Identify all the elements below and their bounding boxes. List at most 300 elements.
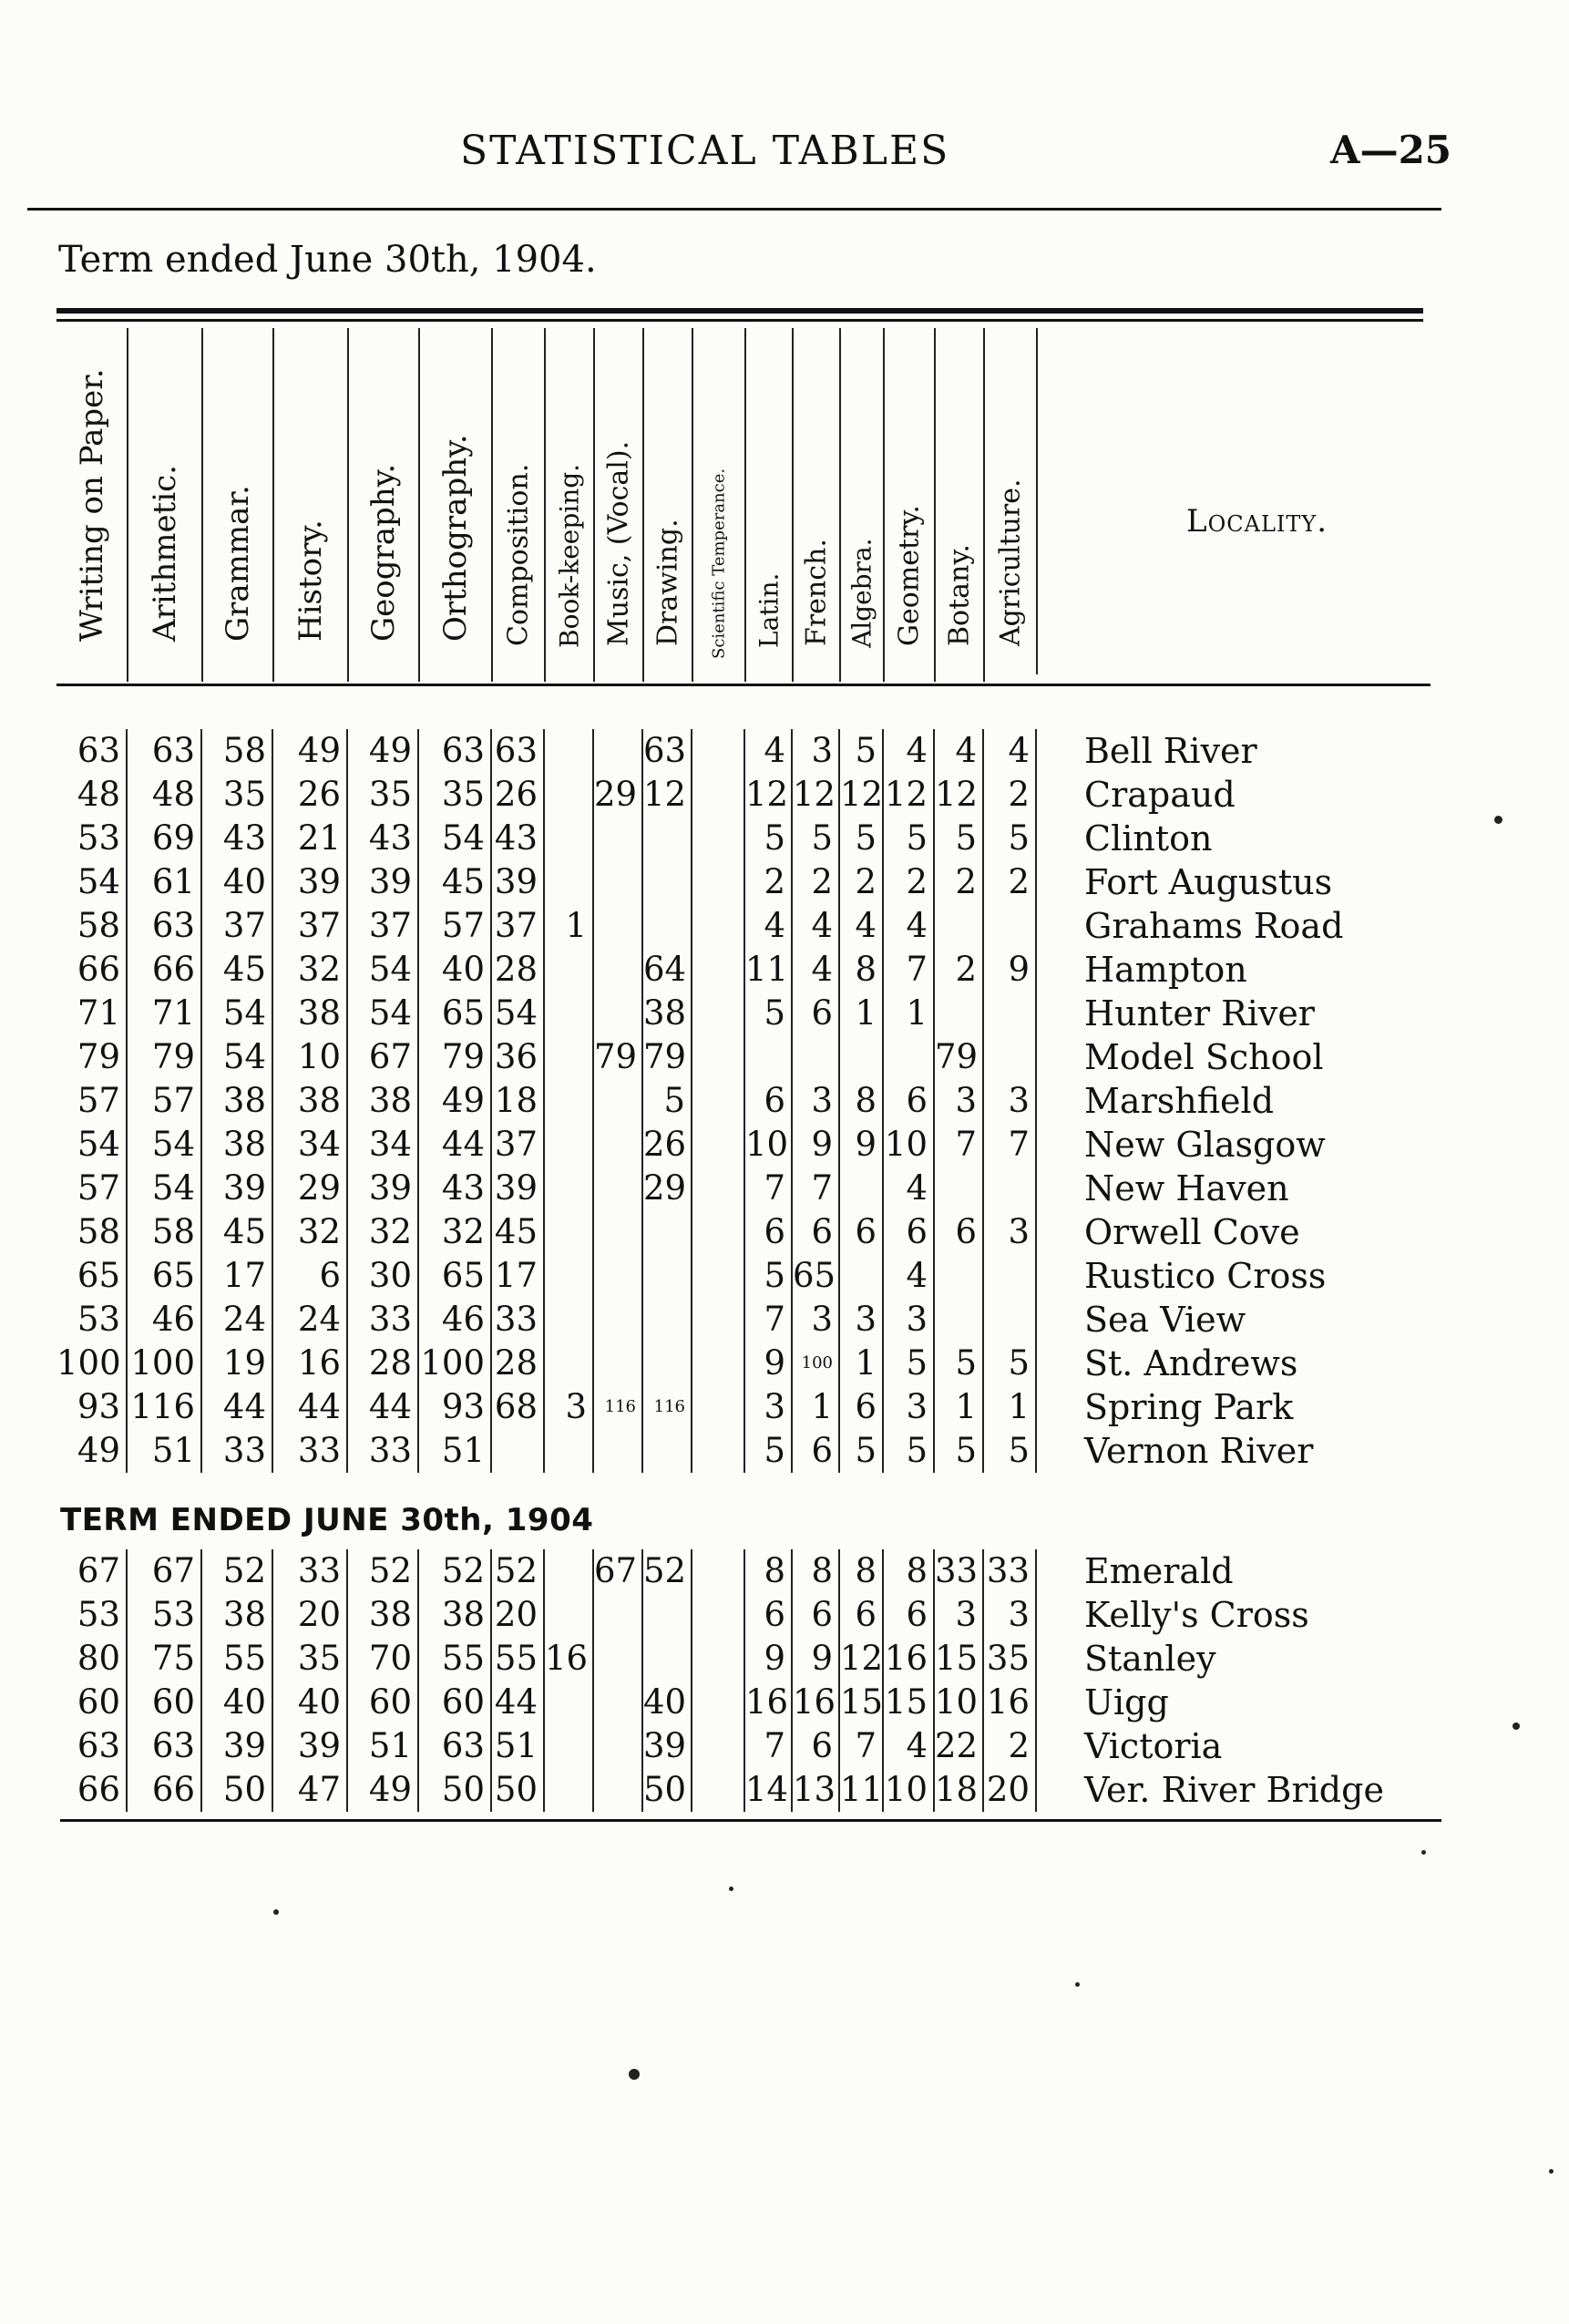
table-cell: 3 <box>545 1385 594 1429</box>
table-cell: 37 <box>348 904 419 948</box>
table-cell: 46 <box>128 1298 202 1342</box>
table-cell: 8 <box>840 1079 884 1123</box>
table-cell: 3 <box>793 729 840 773</box>
table-cell: 12 <box>643 773 692 817</box>
table-cell: 4 <box>793 904 840 948</box>
table-cell <box>594 1342 643 1385</box>
table-cell: 12 <box>793 773 840 817</box>
table-cell: 7 <box>935 1123 984 1167</box>
table-cell: 3 <box>745 1385 793 1429</box>
table-cell: 1 <box>793 1385 840 1429</box>
table-cell: 50 <box>643 1768 692 1812</box>
table-cell: 8 <box>884 1549 935 1593</box>
table-cell <box>884 1035 935 1079</box>
table-cell: 10 <box>884 1123 935 1167</box>
table-cell <box>692 817 745 860</box>
scan-speck <box>729 1887 733 1891</box>
column-header <box>348 328 419 682</box>
table-cell: 50 <box>202 1768 273 1812</box>
table-cell <box>692 1167 745 1210</box>
table-cell: 29 <box>594 773 643 817</box>
table-cell: 34 <box>348 1123 419 1167</box>
table-cell: 49 <box>56 1429 128 1473</box>
table-cell <box>984 1167 1037 1210</box>
table-cell <box>935 1167 984 1210</box>
table-cell: 2 <box>793 860 840 904</box>
table-row <box>0 1079 1458 1123</box>
table-cell: 6 <box>935 1210 984 1254</box>
table-cell: 80 <box>56 1637 128 1681</box>
table-cell <box>745 1035 793 1079</box>
table-cell: 20 <box>273 1593 348 1637</box>
table-row <box>0 860 1458 904</box>
table-cell <box>692 1342 745 1385</box>
column-header <box>273 328 348 682</box>
table-cell: 63 <box>56 1724 128 1768</box>
table-cell: 57 <box>56 1079 128 1123</box>
table-cell <box>594 1429 643 1473</box>
column-header-label: Music, (Vocal). <box>602 440 635 646</box>
table-cell: 40 <box>273 1681 348 1724</box>
table-row <box>0 1123 1458 1167</box>
header-rule-thick <box>56 308 1423 314</box>
table-cell: 3 <box>884 1298 935 1342</box>
table-cell: 60 <box>348 1681 419 1724</box>
table-cell: 63 <box>419 729 492 773</box>
scan-speck <box>1421 1850 1426 1855</box>
table-cell <box>545 817 594 860</box>
table-cell: 5 <box>984 1429 1037 1473</box>
locality-cell: Marshfield <box>1084 1081 1275 1121</box>
column-header <box>492 328 545 682</box>
column-header <box>793 328 840 682</box>
table-cell: 43 <box>492 817 545 860</box>
table-cell <box>594 1210 643 1254</box>
table-cell: 6 <box>745 1210 793 1254</box>
column-header-label: Geometry. <box>893 505 926 646</box>
table-cell: 63 <box>128 904 202 948</box>
table-cell: 71 <box>56 992 128 1035</box>
table-cell: 3 <box>984 1079 1037 1123</box>
column-header-label: Botany. <box>943 544 976 646</box>
table-cell: 12 <box>840 1637 884 1681</box>
column-divider <box>839 328 841 682</box>
locality-cell: Kelly's Cross <box>1084 1595 1309 1635</box>
locality-cell: Stanley <box>1084 1639 1216 1679</box>
table-cell <box>594 1681 643 1724</box>
table-cell: 6 <box>793 992 840 1035</box>
table-cell: 66 <box>128 1768 202 1812</box>
table-cell: 5 <box>984 817 1037 860</box>
table-cell: 5 <box>745 817 793 860</box>
table-row <box>0 1637 1458 1681</box>
term-line: Term ended June 30th, 1904. <box>58 239 597 281</box>
table-cell: 32 <box>273 948 348 992</box>
scan-speck <box>629 2069 640 2080</box>
section-2-title: TERM ENDED JUNE 30th, 1904 <box>60 1502 594 1538</box>
table-cell <box>692 1724 745 1768</box>
table-cell: 35 <box>419 773 492 817</box>
table-cell: 63 <box>419 1724 492 1768</box>
table-cell: 63 <box>128 729 202 773</box>
table-cell: 67 <box>348 1035 419 1079</box>
table-cell: 33 <box>273 1549 348 1593</box>
table-cell: 32 <box>348 1210 419 1254</box>
table-cell: 58 <box>56 1210 128 1254</box>
column-divider <box>272 328 274 682</box>
column-header <box>202 328 273 682</box>
table-cell: 65 <box>56 1254 128 1298</box>
table-cell: 38 <box>643 992 692 1035</box>
table-cell: 52 <box>419 1549 492 1593</box>
column-header <box>594 328 643 682</box>
table-cell: 51 <box>419 1429 492 1473</box>
table-cell: 8 <box>840 948 884 992</box>
table-cell <box>545 1429 594 1473</box>
table-cell: 54 <box>419 817 492 860</box>
table-cell: 37 <box>492 904 545 948</box>
table-cell: 13 <box>793 1768 840 1812</box>
table-cell: 10 <box>745 1123 793 1167</box>
table-row <box>0 1768 1458 1812</box>
table-cell: 40 <box>643 1681 692 1724</box>
column-divider <box>934 328 936 682</box>
table-cell: 49 <box>419 1079 492 1123</box>
locality-header: Locality. <box>1186 503 1328 540</box>
table-cell <box>984 904 1037 948</box>
table-cell: 4 <box>935 729 984 773</box>
column-header-label: French. <box>800 539 833 646</box>
locality-cell: St. Andrews <box>1084 1343 1298 1383</box>
table-cell: 38 <box>419 1593 492 1637</box>
table-cell: 55 <box>202 1637 273 1681</box>
table-cell <box>643 860 692 904</box>
table-cell: 4 <box>884 1724 935 1768</box>
table-cell: 16 <box>793 1681 840 1724</box>
table-cell: 3 <box>884 1385 935 1429</box>
table-cell: 6 <box>745 1593 793 1637</box>
table-cell: 33 <box>273 1429 348 1473</box>
table-cell: 5 <box>935 1429 984 1473</box>
table-cell <box>545 773 594 817</box>
column-header-label: Book-keeping. <box>554 463 585 648</box>
table-cell <box>594 948 643 992</box>
locality-cell: Model School <box>1084 1037 1324 1077</box>
table-cell: 6 <box>273 1254 348 1298</box>
column-divider <box>347 328 349 682</box>
table-cell: 7 <box>745 1724 793 1768</box>
table-cell <box>935 1254 984 1298</box>
table-row <box>0 1593 1458 1637</box>
table-cell: 63 <box>492 729 545 773</box>
table-cell <box>594 729 643 773</box>
column-header-label: Agriculture. <box>994 478 1027 646</box>
table-cell: 7 <box>840 1724 884 1768</box>
table-cell: 10 <box>884 1768 935 1812</box>
table-cell: 10 <box>273 1035 348 1079</box>
scan-speck <box>1513 1722 1520 1730</box>
table-cell: 16 <box>984 1681 1037 1724</box>
table-cell: 54 <box>56 1123 128 1167</box>
table-cell: 6 <box>840 1385 884 1429</box>
locality-cell: Fort Augustus <box>1084 862 1333 902</box>
table-cell: 18 <box>492 1079 545 1123</box>
table-cell <box>643 1429 692 1473</box>
table-cell: 29 <box>643 1167 692 1210</box>
column-divider <box>883 328 885 682</box>
locality-cell: Clinton <box>1084 818 1213 859</box>
table-cell: 39 <box>202 1724 273 1768</box>
table-cell <box>545 1035 594 1079</box>
top-rule <box>27 208 1441 211</box>
locality-cell: Uigg <box>1084 1682 1169 1722</box>
table-cell: 51 <box>492 1724 545 1768</box>
table-cell: 100 <box>419 1342 492 1385</box>
table-cell <box>935 1298 984 1342</box>
table-cell: 70 <box>348 1637 419 1681</box>
table-cell: 38 <box>202 1593 273 1637</box>
table-cell: 55 <box>492 1637 545 1681</box>
column-header-label: Orthography. <box>437 434 474 642</box>
table-cell: 53 <box>56 1298 128 1342</box>
table-cell: 35 <box>273 1637 348 1681</box>
table-row <box>0 1035 1458 1079</box>
table-cell: 65 <box>419 992 492 1035</box>
locality-cell: Emerald <box>1084 1551 1234 1591</box>
table-cell: 93 <box>56 1385 128 1429</box>
table-cell: 12 <box>840 773 884 817</box>
locality-cell: Rustico Cross <box>1084 1256 1327 1296</box>
table-cell: 9 <box>793 1123 840 1167</box>
table-cell: 33 <box>202 1429 273 1473</box>
table-cell: 66 <box>56 1768 128 1812</box>
table-row <box>0 1549 1458 1593</box>
table-cell <box>643 1210 692 1254</box>
table-cell: 1 <box>984 1385 1037 1429</box>
table-cell: 48 <box>128 773 202 817</box>
table-cell: 38 <box>202 1079 273 1123</box>
column-divider <box>1036 328 1038 674</box>
table-cell: 66 <box>128 948 202 992</box>
table-cell: 50 <box>492 1768 545 1812</box>
table-cell: 6 <box>793 1210 840 1254</box>
table-cell <box>545 1549 594 1593</box>
locality-cell: Spring Park <box>1084 1387 1294 1427</box>
column-header <box>692 328 745 682</box>
table-cell: 35 <box>984 1637 1037 1681</box>
table-cell: 44 <box>348 1385 419 1429</box>
column-divider <box>642 328 644 682</box>
table-cell: 5 <box>935 1342 984 1385</box>
table-cell: 4 <box>884 1254 935 1298</box>
table-cell: 67 <box>594 1549 643 1593</box>
table-cell: 58 <box>56 904 128 948</box>
table-cell: 38 <box>348 1079 419 1123</box>
table-cell: 35 <box>348 773 419 817</box>
table-cell: 51 <box>128 1429 202 1473</box>
table-cell <box>545 860 594 904</box>
table-cell <box>692 1429 745 1473</box>
table-cell: 2 <box>935 948 984 992</box>
table-cell <box>492 1429 545 1473</box>
column-header <box>935 328 984 682</box>
table-cell: 3 <box>840 1298 884 1342</box>
table-cell: 16 <box>545 1637 594 1681</box>
table-cell: 4 <box>984 729 1037 773</box>
locality-cell: Orwell Cove <box>1084 1212 1300 1252</box>
table-cell: 18 <box>935 1768 984 1812</box>
table-cell: 45 <box>419 860 492 904</box>
page-header <box>0 118 1569 191</box>
table-cell: 4 <box>840 904 884 948</box>
table-cell: 67 <box>128 1549 202 1593</box>
table-cell: 69 <box>128 817 202 860</box>
table-cell: 28 <box>492 948 545 992</box>
table-cell: 15 <box>884 1681 935 1724</box>
table-cell: 57 <box>419 904 492 948</box>
table-cell: 44 <box>419 1123 492 1167</box>
table-row <box>0 817 1458 860</box>
table-cell: 54 <box>492 992 545 1035</box>
table-cell: 39 <box>492 860 545 904</box>
table-cell: 28 <box>492 1342 545 1385</box>
table-cell: 5 <box>884 1342 935 1385</box>
table-cell: 7 <box>745 1167 793 1210</box>
table-cell <box>545 1123 594 1167</box>
table-cell: 12 <box>745 773 793 817</box>
table-cell: 54 <box>128 1167 202 1210</box>
table-row <box>0 1254 1458 1298</box>
table-cell: 19 <box>202 1342 273 1385</box>
table-cell: 3 <box>793 1079 840 1123</box>
table-cell: 2 <box>840 860 884 904</box>
table-cell <box>692 773 745 817</box>
table-cell: 79 <box>128 1035 202 1079</box>
table-cell: 46 <box>419 1298 492 1342</box>
table-cell: 54 <box>348 948 419 992</box>
table-cell: 9 <box>745 1342 793 1385</box>
table-cell: 40 <box>202 860 273 904</box>
table-cell: 57 <box>56 1167 128 1210</box>
table-cell: 51 <box>348 1724 419 1768</box>
table-cell: 5 <box>643 1079 692 1123</box>
column-divider <box>983 328 985 682</box>
table-cell <box>643 904 692 948</box>
table-cell: 5 <box>884 1429 935 1473</box>
table-cell: 58 <box>202 729 273 773</box>
column-header <box>56 328 128 682</box>
table-cell: 9 <box>745 1637 793 1681</box>
table-cell <box>793 1035 840 1079</box>
column-divider <box>201 328 203 682</box>
table-cell: 1 <box>884 992 935 1035</box>
scan-speck <box>273 1909 279 1915</box>
column-header <box>643 328 692 682</box>
column-header-label: Composition. <box>502 463 535 646</box>
table-cell: 116 <box>128 1385 202 1429</box>
table-cell: 63 <box>56 729 128 773</box>
table-cell: 116 <box>643 1385 692 1429</box>
table-cell <box>594 992 643 1035</box>
table-cell: 39 <box>348 1167 419 1210</box>
table-cell: 16 <box>745 1681 793 1724</box>
table-cell: 54 <box>56 860 128 904</box>
locality-cell: New Glasgow <box>1084 1125 1326 1165</box>
table-cell: 15 <box>840 1681 884 1724</box>
table-cell: 12 <box>884 773 935 817</box>
table-cell <box>545 1167 594 1210</box>
scan-speck <box>1075 1982 1080 1987</box>
table-row <box>0 729 1458 773</box>
locality-cell: Ver. River Bridge <box>1084 1770 1384 1810</box>
table-cell: 45 <box>202 1210 273 1254</box>
table-cell: 5 <box>745 1254 793 1298</box>
table-cell <box>984 1035 1037 1079</box>
table-cell: 40 <box>202 1681 273 1724</box>
table-cell <box>692 860 745 904</box>
column-header-label: Drawing. <box>651 519 684 646</box>
column-header <box>984 328 1037 682</box>
column-divider <box>544 328 546 682</box>
page-number: A—25 <box>1330 128 1452 172</box>
table-row <box>0 948 1458 992</box>
table-cell: 79 <box>935 1035 984 1079</box>
scan-speck <box>1494 816 1502 824</box>
table-cell: 6 <box>840 1593 884 1637</box>
column-header-label: Latin. <box>754 572 784 648</box>
table-cell: 17 <box>492 1254 545 1298</box>
table-cell: 39 <box>348 860 419 904</box>
table-cell: 22 <box>935 1724 984 1768</box>
table-cell: 8 <box>745 1549 793 1593</box>
table-cell: 4 <box>745 729 793 773</box>
table-cell: 17 <box>202 1254 273 1298</box>
table-cell: 64 <box>643 948 692 992</box>
table-cell: 28 <box>348 1342 419 1385</box>
table-cell: 6 <box>840 1210 884 1254</box>
table-cell: 4 <box>793 948 840 992</box>
table-cell: 4 <box>884 1167 935 1210</box>
column-divider <box>127 328 128 682</box>
locality-cell: Hunter River <box>1084 993 1315 1033</box>
table-cell: 58 <box>128 1210 202 1254</box>
table-cell: 54 <box>202 992 273 1035</box>
column-header-label: History. <box>292 519 329 642</box>
table-cell: 10 <box>935 1681 984 1724</box>
table-cell <box>594 817 643 860</box>
table-cell <box>692 1123 745 1167</box>
table-cell: 39 <box>273 1724 348 1768</box>
table-cell: 60 <box>128 1681 202 1724</box>
locality-cell: Crapaud <box>1084 775 1236 815</box>
table-cell <box>594 1768 643 1812</box>
table-cell: 3 <box>935 1593 984 1637</box>
table-cell: 7 <box>745 1298 793 1342</box>
table-cell: 3 <box>984 1593 1037 1637</box>
bottom-rule <box>60 1819 1441 1822</box>
locality-cell: Sea View <box>1084 1300 1246 1340</box>
table-cell <box>643 1593 692 1637</box>
table-cell: 8 <box>793 1549 840 1593</box>
table-cell: 32 <box>273 1210 348 1254</box>
table-cell <box>594 1298 643 1342</box>
table-cell: 61 <box>128 860 202 904</box>
table-cell <box>643 1298 692 1342</box>
table-cell: 49 <box>348 729 419 773</box>
table-cell: 65 <box>128 1254 202 1298</box>
table-cell: 93 <box>419 1385 492 1429</box>
table-cell <box>692 1593 745 1637</box>
